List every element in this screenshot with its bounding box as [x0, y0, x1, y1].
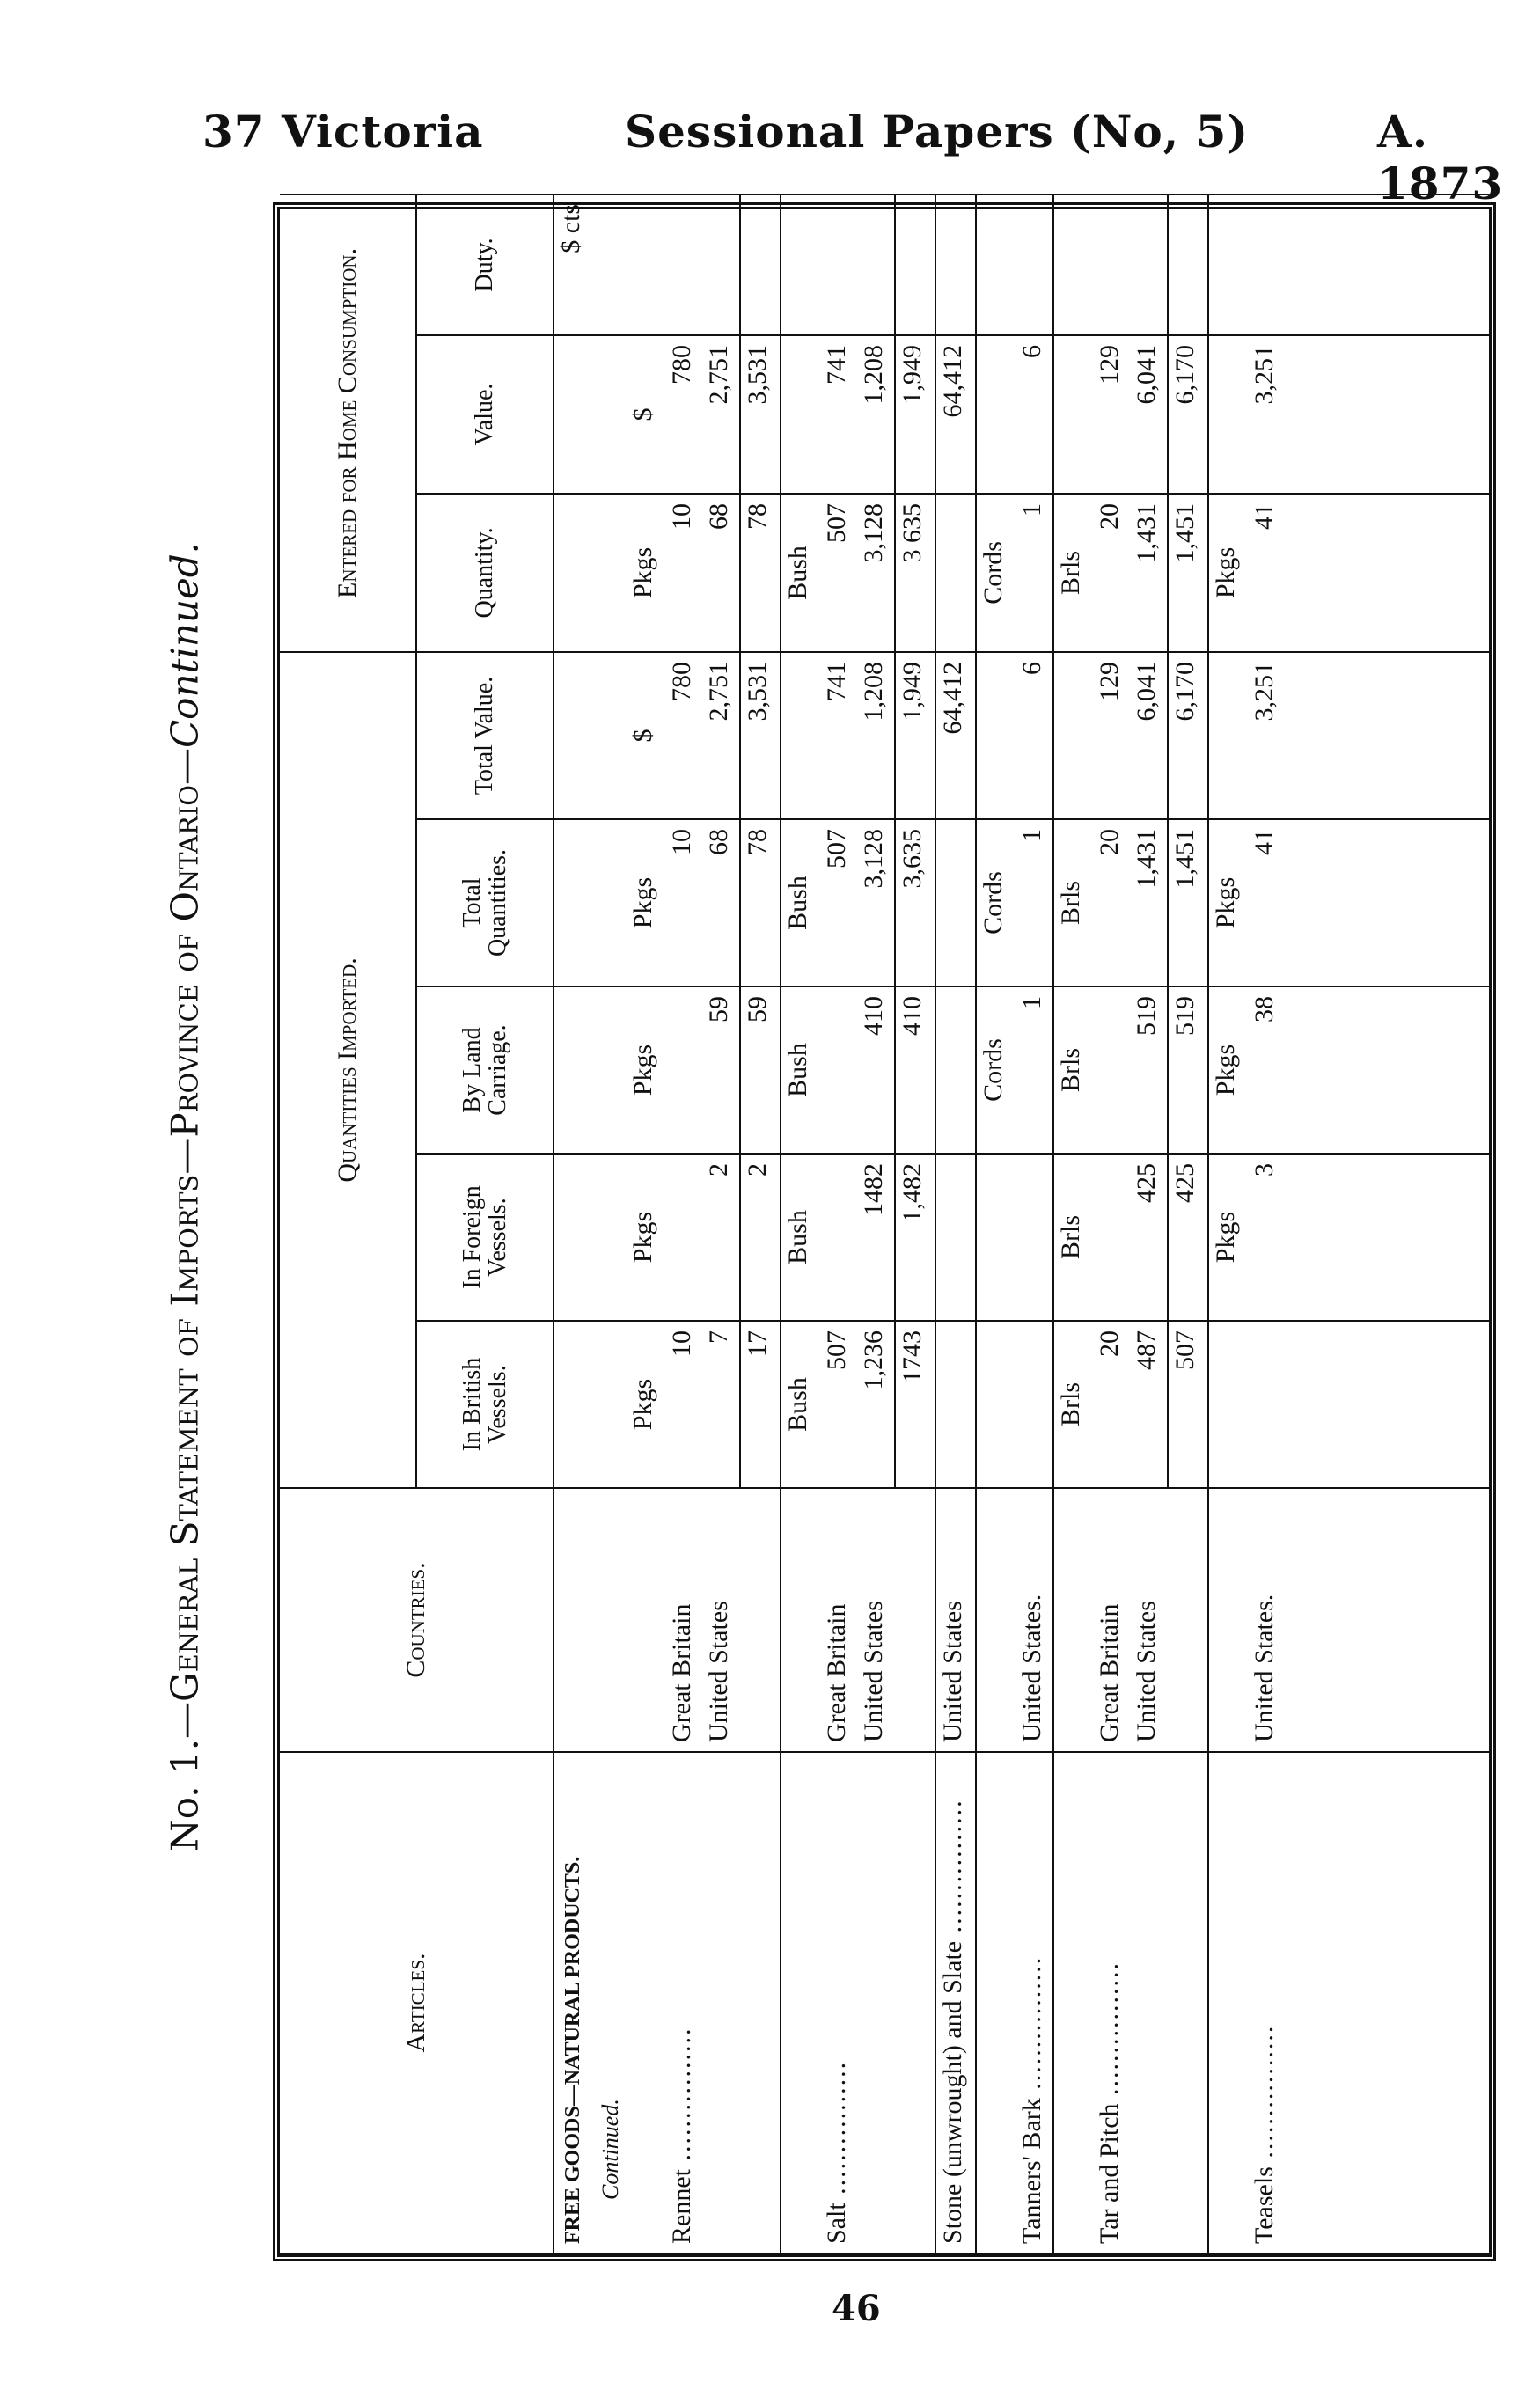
table-cell: [781, 335, 820, 494]
table-cell: [935, 494, 976, 652]
table-cell: 41: [1248, 494, 1285, 652]
table-cell: 1482: [857, 1154, 895, 1321]
table-cell: 6,170: [1168, 652, 1208, 819]
table-cell: 64,412: [935, 652, 976, 819]
table-cell: 2: [740, 1154, 781, 1321]
table-cell: 41: [1248, 819, 1285, 986]
table-cell: 3 635: [895, 494, 935, 652]
table-cell: [820, 986, 857, 1154]
table-cell: [935, 194, 976, 335]
header-british: In British Vessels.: [416, 1321, 554, 1488]
table-row: [702, 194, 740, 2254]
table-cell: 129: [1093, 335, 1130, 494]
table-cell: Brls: [1053, 819, 1093, 986]
table-cell: 1,208: [857, 335, 895, 494]
article-tanners-bark: Tanners' Bark .....: [1016, 1752, 1053, 2254]
table-row: [1093, 194, 1130, 2254]
table-cell: Bush: [781, 1154, 820, 1321]
table-cell: 59: [702, 986, 740, 1154]
table-cell: [857, 194, 895, 335]
table-cell: [935, 1154, 976, 1321]
section-continued: Continued.: [598, 2099, 623, 2200]
table-cell: [1208, 1321, 1248, 1488]
header-right: A. 1873: [1377, 106, 1504, 209]
table-cell: 68: [702, 494, 740, 652]
table-cell: 3: [1248, 1154, 1285, 1321]
title-continued: Continued.: [163, 541, 207, 748]
header-left: 37 Victoria: [202, 106, 484, 158]
table-cell: [1053, 652, 1093, 819]
table-cell: 410: [895, 986, 935, 1154]
table-cell: 507: [820, 494, 857, 652]
table-cell: 741: [820, 335, 857, 494]
table-cell: 6,041: [1130, 652, 1168, 819]
table-cell: Cords: [976, 494, 1016, 652]
table-row: [857, 194, 895, 2254]
table-title: [164, 163, 207, 2231]
table-cell: [1093, 1154, 1130, 1321]
table-cell: [1093, 194, 1130, 335]
table-cell: Brls: [1053, 494, 1093, 652]
table-cell: 6,170: [1168, 335, 1208, 494]
table-cell: 2: [702, 1154, 740, 1321]
table-row: [820, 194, 857, 2254]
table-cell: 1,949: [895, 652, 935, 819]
table-cell: Pkgs: [1208, 494, 1248, 652]
table-cell: 2,751: [702, 335, 740, 494]
table-cell: Cords: [976, 819, 1016, 986]
table-cell: Bush: [781, 986, 820, 1154]
table-cell: [976, 1154, 1016, 1321]
table-cell: 507: [820, 1321, 857, 1488]
table-cell: 519: [1168, 986, 1208, 1154]
table-cell: 6: [1016, 652, 1053, 819]
table-cell: [665, 1154, 702, 1321]
table-cell: [1168, 194, 1208, 335]
table-cell: Brls: [1053, 986, 1093, 1154]
table-cell: 7: [702, 1321, 740, 1488]
table-cell: United States: [702, 1488, 740, 1752]
table-cell: [1016, 194, 1053, 335]
imports-table: [273, 202, 1496, 2261]
table-cell: 3,128: [857, 819, 895, 986]
table-cell: 6,041: [1130, 335, 1168, 494]
header-value: Value.: [416, 335, 554, 494]
table-cell: United States: [1130, 1488, 1168, 1752]
table-cell: Pkgs: [1208, 1154, 1248, 1321]
table-cell: 1,949: [895, 335, 935, 494]
table-cell: [665, 986, 702, 1154]
table-cell: Pkgs: [627, 494, 665, 652]
table-cell: Great Britain: [665, 1488, 702, 1752]
table-cell: [1093, 986, 1130, 1154]
table-cell: 507: [820, 819, 857, 986]
table-cell: 38: [1248, 986, 1285, 1154]
table-cell: 1: [1016, 819, 1053, 986]
table-cell: [976, 652, 1016, 819]
article-tar-and-pitch: Tar and Pitch .....: [1093, 1752, 1130, 2254]
table-cell: [1016, 1154, 1053, 1321]
table-cell: Pkgs: [627, 1321, 665, 1488]
table-cell: 1743: [895, 1321, 935, 1488]
title-prefix: No. 1.—: [163, 1701, 207, 1852]
table-cell: 1,431: [1130, 494, 1168, 652]
table-cell: 1,451: [1168, 494, 1208, 652]
header-entered: Entered for Home Consumption.: [280, 194, 416, 652]
table-row: [1016, 194, 1053, 2254]
table-cell: [1130, 194, 1168, 335]
table-cell: Brls: [1053, 1154, 1093, 1321]
table-cell: [740, 1488, 781, 1752]
table-cell: [1208, 335, 1248, 494]
table-cell: Brls: [1053, 1321, 1093, 1488]
table-cell: 6: [1016, 335, 1053, 494]
header-land: By Land Carriage.: [416, 986, 554, 1154]
table-cell: [895, 1488, 935, 1752]
table-cell: 3,251: [1248, 652, 1285, 819]
table-cell: 20: [1093, 1321, 1130, 1488]
table-cell: Pkgs: [1208, 819, 1248, 986]
table-cell: 3,635: [895, 819, 935, 986]
table-cell: 1,451: [1168, 819, 1208, 986]
header-total-value: Total Value.: [416, 652, 554, 819]
section-label: FREE GOODS—NATURAL PRODUCTS.: [554, 1752, 593, 2254]
table-row: [1248, 194, 1285, 2254]
table-cell: [935, 1321, 976, 1488]
table-cell: Cords: [976, 986, 1016, 1154]
table-cell: 10: [665, 1321, 702, 1488]
table-cell: $: [627, 335, 665, 494]
table-row: [740, 194, 781, 2254]
table-cell: [935, 819, 976, 986]
table-cell: Pkgs: [1208, 986, 1248, 1154]
table-cell: 68: [702, 819, 740, 986]
table-cell: [781, 652, 820, 819]
table-cell: Great Britain: [820, 1488, 857, 1752]
header-articles: Articles.: [280, 1752, 554, 2254]
table-cell: [895, 194, 935, 335]
table-cell: 20: [1093, 494, 1130, 652]
table-cell: 425: [1130, 1154, 1168, 1321]
table-cell: 741: [820, 652, 857, 819]
table-cell: [820, 194, 857, 335]
table-cell: 507: [1168, 1321, 1208, 1488]
table-cell: [665, 194, 702, 335]
table-cell: 1,482: [895, 1154, 935, 1321]
header-quantities-imported: Quantities Imported.: [280, 652, 416, 1488]
table-cell: 3,531: [740, 335, 781, 494]
table-cell: 78: [740, 819, 781, 986]
table-row: [665, 194, 702, 2254]
table-cell: [1053, 335, 1093, 494]
table-cell: Pkgs: [627, 819, 665, 986]
table-cell: 1: [1016, 986, 1053, 1154]
table-cell: [1248, 1321, 1285, 1488]
table-cell: 3,531: [740, 652, 781, 819]
table-row: [1168, 194, 1208, 2254]
header-foreign: In Foreign Vessels.: [416, 1154, 554, 1321]
table-cell: 1,236: [857, 1321, 895, 1488]
title-main: General Statement of Imports—Province of Ontario—: [163, 747, 207, 1702]
table-cell: United States: [857, 1488, 895, 1752]
table-cell: 10: [665, 494, 702, 652]
table-cell: [935, 986, 976, 1154]
table-cell: 10: [665, 819, 702, 986]
table-cell: 410: [857, 986, 895, 1154]
table-cell: Bush: [781, 494, 820, 652]
table-cell: [976, 1321, 1016, 1488]
table-cell: Pkgs: [627, 986, 665, 1154]
table-cell: 425: [1168, 1154, 1208, 1321]
table-cell: 129: [1093, 652, 1130, 819]
table-cell: [1016, 1321, 1053, 1488]
table-row: [935, 194, 976, 2254]
table-cell: Pkgs: [627, 1154, 665, 1321]
table-row: [895, 194, 935, 2254]
table-cell: [1248, 194, 1285, 335]
table-cell: 17: [740, 1321, 781, 1488]
header-total-qty: Total Quantities.: [416, 819, 554, 986]
table-cell: 1,208: [857, 652, 895, 819]
table-row: [1130, 194, 1168, 2254]
table-cell: $: [627, 652, 665, 819]
table-cell: 519: [1130, 986, 1168, 1154]
header-center: Sessional Papers (No, 5): [625, 106, 1250, 158]
table-cell: [1168, 1488, 1208, 1752]
article-teasels: Teasels .....: [1248, 1752, 1285, 2254]
table-cell: United States.: [1016, 1488, 1053, 1752]
table-cell: 780: [665, 652, 702, 819]
table-cell: [820, 1154, 857, 1321]
table-cell: 78: [740, 494, 781, 652]
table-cell: 3,128: [857, 494, 895, 652]
header-countries: Countries.: [280, 1488, 554, 1752]
article-rennet: Rennet .....: [665, 1752, 702, 2254]
article-stone: Stone (unwrought) and Slate .....: [935, 1752, 976, 2254]
duty-cents: $ cts: [554, 194, 593, 335]
header-duty: Duty.: [416, 194, 554, 335]
table-cell: Great Britain: [1093, 1488, 1130, 1752]
table-cell: [740, 194, 781, 335]
table-cell: 1,431: [1130, 819, 1168, 986]
table-cell: 20: [1093, 819, 1130, 986]
table-cell: [702, 194, 740, 335]
table-cell: 487: [1130, 1321, 1168, 1488]
table-cell: United States: [935, 1488, 976, 1752]
header-quantity: Quantity.: [416, 494, 554, 652]
table-cell: 64,412: [935, 335, 976, 494]
table-cell: [976, 335, 1016, 494]
table-cell: 1: [1016, 494, 1053, 652]
table-cell: Bush: [781, 1321, 820, 1488]
table-cell: 780: [665, 335, 702, 494]
table-cell: 3,251: [1248, 335, 1285, 494]
table-cell: [1208, 652, 1248, 819]
table-cell: United States.: [1248, 1488, 1285, 1752]
article-salt: Salt .....: [820, 1752, 857, 2254]
page-number: 46: [832, 2288, 881, 2329]
table-cell: Bush: [781, 819, 820, 986]
table-cell: 2,751: [702, 652, 740, 819]
table-cell: 59: [740, 986, 781, 1154]
